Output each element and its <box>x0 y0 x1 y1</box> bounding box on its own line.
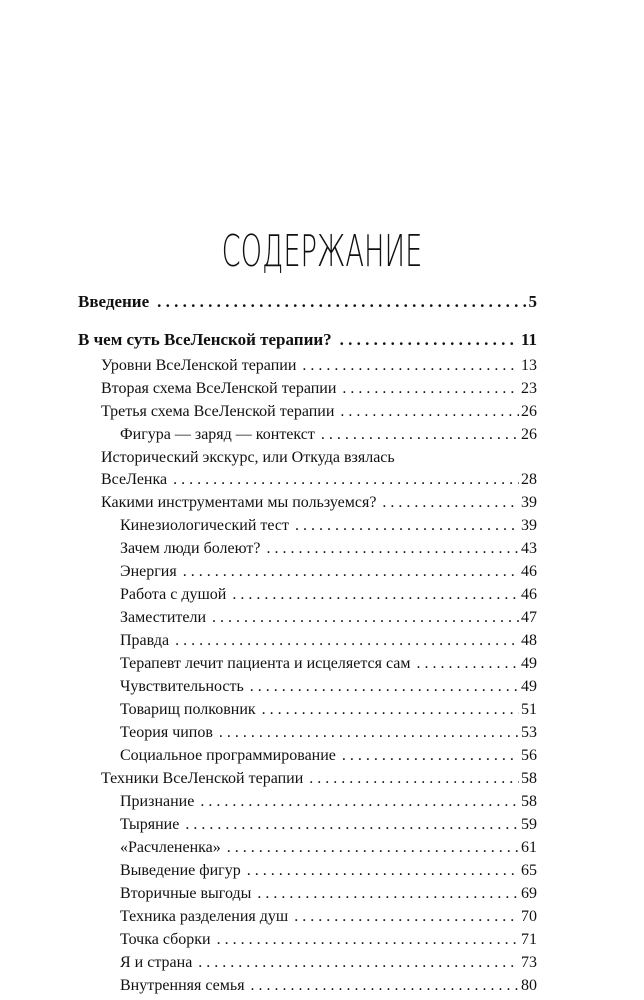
dot-leader <box>321 425 519 445</box>
toc-entry[interactable] <box>120 608 537 628</box>
dot-leader <box>219 723 519 743</box>
dot-leader <box>295 516 519 536</box>
toc-entry-label: ВсеЛенка <box>101 471 168 488</box>
toc-page-number: 13 <box>521 357 537 374</box>
toc-entry-label: Теория чипов <box>120 724 213 741</box>
dot-leader <box>175 631 519 651</box>
toc-entry-label: Какими инструментами мы пользуемся? <box>101 494 377 511</box>
toc-entry-label: Социальное программирование <box>120 747 336 764</box>
toc-page-number: 49 <box>521 655 537 672</box>
toc-entry[interactable] <box>120 953 537 973</box>
toc-entry-label: Работа с душой <box>120 586 227 603</box>
toc-entry-label: Признание <box>120 793 195 810</box>
toc-entry[interactable] <box>101 470 537 490</box>
dot-leader <box>200 792 519 812</box>
toc-entry[interactable] <box>78 292 537 312</box>
toc-entry-label: Энергия <box>120 563 177 580</box>
toc-page-number: 26 <box>521 403 537 420</box>
toc-page-number: 59 <box>521 816 537 833</box>
dot-leader <box>227 838 519 858</box>
toc-entry-label: Выведение фигур <box>120 862 241 879</box>
toc-entry-label: Чувствительность <box>120 678 244 695</box>
toc-entry[interactable] <box>101 493 537 513</box>
toc-page-number: 51 <box>521 701 537 718</box>
toc-page-number: 70 <box>521 908 537 925</box>
dot-leader <box>342 379 519 399</box>
toc-page-number: 28 <box>521 471 537 488</box>
toc-entry[interactable] <box>101 769 537 789</box>
toc-entry[interactable] <box>120 631 537 651</box>
toc-entry-label: Кинезиологический тест <box>120 517 290 534</box>
toc-entry-label: «Расчлененка» <box>120 839 221 856</box>
toc-entry-label: Вторичные выгоды <box>120 885 252 902</box>
dot-leader <box>342 746 519 766</box>
toc-entry[interactable] <box>120 792 537 812</box>
toc-page-number: 49 <box>521 678 537 695</box>
toc-entry[interactable] <box>101 402 537 422</box>
toc-page-number: 53 <box>521 724 537 741</box>
toc-entry-label: Техника разделения душ <box>120 908 289 925</box>
toc-page-number: 39 <box>521 494 537 511</box>
toc-entry[interactable] <box>120 976 537 996</box>
page-title: СОДЕРЖАНИЕ <box>221 226 423 277</box>
toc-entry-label: Вторая схема ВсеЛенской терапии <box>101 380 337 397</box>
toc-entry[interactable] <box>101 379 537 399</box>
toc-entry[interactable] <box>120 884 537 904</box>
toc-entry[interactable] <box>120 562 537 582</box>
toc-page-number: 11 <box>520 330 537 349</box>
dot-leader <box>302 356 519 376</box>
dot-leader <box>382 493 519 513</box>
toc-page-number: 61 <box>521 839 537 856</box>
toc-page-number: 48 <box>521 632 537 649</box>
toc-entry-label: Фигура — заряд — контекст <box>120 426 315 443</box>
toc-entry[interactable] <box>78 330 537 350</box>
toc-page-number: 71 <box>521 931 537 948</box>
toc-page-number: 46 <box>521 563 537 580</box>
dot-leader <box>251 976 519 996</box>
dot-leader <box>173 470 519 490</box>
toc-entry[interactable] <box>120 654 537 674</box>
toc-entry-label: Зачем люди болеют? <box>120 540 261 557</box>
toc-page-number: 65 <box>521 862 537 879</box>
dot-leader <box>309 769 519 789</box>
toc-entry[interactable] <box>120 539 537 559</box>
dot-leader <box>183 562 519 582</box>
dot-leader <box>185 815 519 835</box>
toc-entry-label: Я и страна <box>120 954 193 971</box>
toc-page-number: 58 <box>521 793 537 810</box>
dot-leader <box>247 861 519 881</box>
toc-page-number: 47 <box>521 609 537 626</box>
toc-page-number: 69 <box>521 885 537 902</box>
toc-entry[interactable] <box>120 861 537 881</box>
toc-entry[interactable] <box>101 356 537 376</box>
toc-entry[interactable] <box>120 746 537 766</box>
dot-leader <box>250 677 519 697</box>
toc-entry[interactable] <box>120 700 537 720</box>
toc-entry[interactable] <box>120 723 537 743</box>
toc-entry-label: Тыряние <box>120 816 180 833</box>
toc-entry-label: Товарищ полковник <box>120 701 256 718</box>
toc-entry-label: Внутренняя семья <box>120 977 245 994</box>
toc-entry-label: Заместители <box>120 609 207 626</box>
toc-page-number: 43 <box>521 540 537 557</box>
toc-entry[interactable] <box>120 516 537 536</box>
toc-entry-label: В чем суть ВсеЛенской терапии? <box>78 330 332 349</box>
toc-page-number: 39 <box>521 517 537 534</box>
dot-leader <box>198 953 519 973</box>
dot-leader <box>217 930 519 950</box>
dot-leader <box>262 700 519 720</box>
dot-leader <box>340 402 519 422</box>
toc-page-number: 5 <box>528 292 537 311</box>
toc-entry-label: Техники ВсеЛенской терапии <box>101 770 304 787</box>
toc-entry-label: Правда <box>120 632 170 649</box>
toc-entry-label-line: Исторический экскурс, или Откуда взялась <box>101 449 395 466</box>
toc-entry[interactable] <box>120 677 537 697</box>
toc-page-number: 26 <box>521 426 537 443</box>
toc-entry[interactable] <box>120 585 537 605</box>
toc-page-number: 23 <box>521 380 537 397</box>
toc-page-number: 46 <box>521 586 537 603</box>
toc-entry-label: Введение <box>78 292 150 311</box>
toc-entry-label: Точка сборки <box>120 931 211 948</box>
dot-leader <box>340 330 519 350</box>
dot-leader <box>257 884 519 904</box>
toc-entry[interactable] <box>120 907 537 927</box>
toc-entry-label: Терапевт лечит пациента и исцеляется сам <box>120 655 411 672</box>
toc-entry[interactable] <box>120 815 537 835</box>
toc-page-number: 73 <box>521 954 537 971</box>
dot-leader <box>232 585 519 605</box>
toc-page-number: 58 <box>521 770 537 787</box>
dot-leader <box>294 907 519 927</box>
toc-entry[interactable] <box>120 930 537 950</box>
dot-leader <box>157 292 526 312</box>
dot-leader <box>417 654 519 674</box>
dot-leader <box>266 539 519 559</box>
toc-entry[interactable] <box>120 838 537 858</box>
dot-leader <box>212 608 519 628</box>
toc-entry-label: Уровни ВсеЛенской терапии <box>101 357 297 374</box>
toc-entry[interactable] <box>120 425 537 445</box>
toc-page-number: 80 <box>521 977 537 994</box>
toc-entry-label: Третья схема ВсеЛенской терапии <box>101 403 335 420</box>
toc-page-number: 56 <box>521 747 537 764</box>
